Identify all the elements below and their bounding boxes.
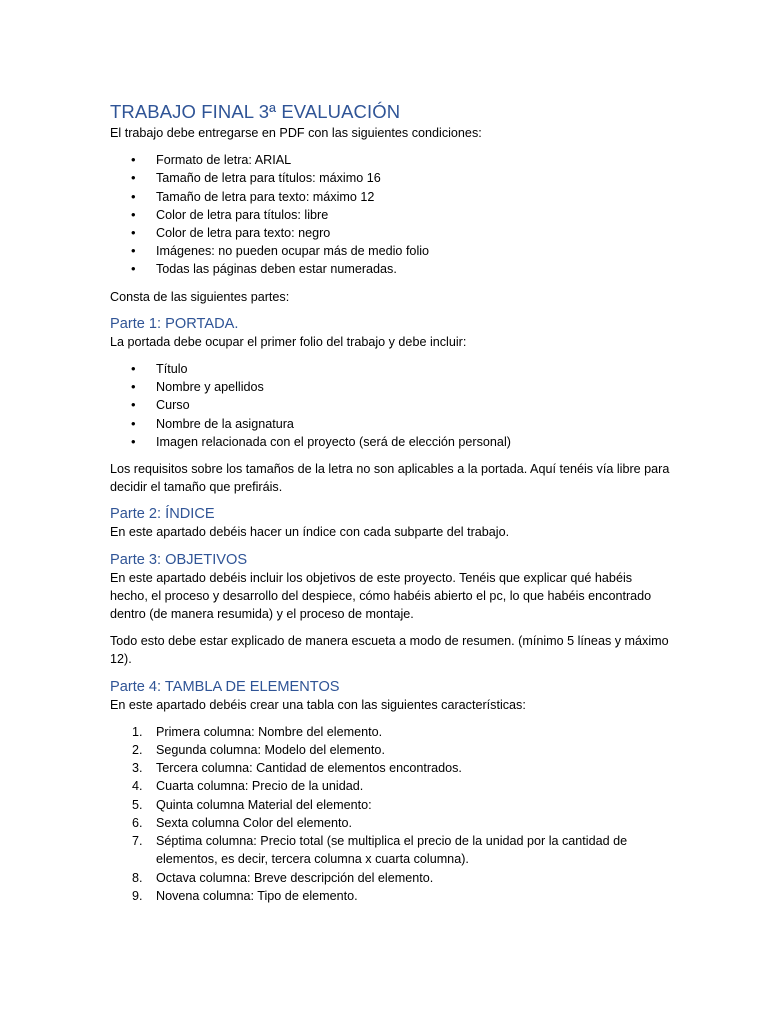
list-item: • Nombre de la asignatura: [110, 415, 670, 433]
list-item-text: Séptima columna: Precio total (se multiplica el precio de la unidad por la cantidad de elementos, es decir, tercera columna x cuarta columna).: [156, 834, 628, 867]
list-item: • Nombre y apellidos: [110, 378, 670, 396]
list-item-text: Cuarta columna: Precio de la unidad.: [156, 779, 364, 794]
list-item: [110, 814, 670, 832]
conditions-list: [110, 151, 670, 278]
list-number: 7.: [132, 834, 143, 849]
part1-note: Los requisitos sobre los tamaños de la letra no son aplicables a la portada. Aquí tenéis vía libre para decidir el tamaño que prefiráis.: [110, 462, 670, 495]
list-item-text: Sexta columna Color del elemento.: [156, 815, 353, 830]
list-number: 9.: [132, 888, 143, 903]
list-item: • Título: [110, 360, 670, 378]
list-item: [110, 741, 670, 759]
list-item-text: Novena columna: Tipo de elemento.: [156, 888, 358, 903]
part3-text: En este apartado debéis incluir los objetivos de este proyecto. Tenéis que explicar qué habéis hecho, el proceso y desarrollo del despiece, cómo habéis abierto el pc, lo que habéis encontrado dentro (de manera resumida) y el proceso de montaje.: [110, 570, 652, 622]
list-item: • Todas las páginas deben estar numeradas.: [110, 260, 670, 278]
intro-text: El trabajo debe entregarse en PDF con las siguientes condiciones:: [110, 126, 482, 140]
part1-list: [110, 360, 670, 451]
list-item: • Curso: [110, 396, 670, 414]
part2-heading: Parte 2: ÍNDICE: [110, 506, 215, 523]
list-item-text: Primera columna: Nombre del elemento.: [156, 724, 383, 739]
list-item: [110, 723, 670, 741]
list-item: [110, 759, 670, 777]
list-number: 6.: [132, 815, 143, 830]
list-item: • Imágenes: no pueden ocupar más de medio folio: [110, 242, 670, 260]
part3-note: Todo esto debe estar explicado de manera escueta a modo de resumen. (mínimo 5 líneas y máximo 12).: [110, 634, 669, 667]
document-title: TRABAJO FINAL 3ª EVALUACIÓN: [110, 101, 401, 122]
document-page: [110, 100, 670, 914]
part4-text: En este apartado debéis crear una tabla con las siguientes características:: [110, 697, 526, 712]
list-item-text: Tercera columna: Cantidad de elementos encontrados.: [156, 761, 462, 776]
list-item: • Formato de letra: ARIAL: [110, 151, 670, 169]
part3-heading: Parte 3: OBJETIVOS: [110, 551, 248, 568]
list-item: • Tamaño de letra para texto: máximo 12: [110, 188, 670, 206]
list-item-text: Segunda columna: Modelo del elemento.: [156, 743, 385, 758]
list-number: 1.: [132, 724, 143, 739]
list-item: • Imagen relacionada con el proyecto (será de elección personal): [110, 433, 670, 451]
parts-intro-text: Consta de las siguientes partes:: [110, 289, 290, 304]
list-item: [110, 796, 670, 814]
list-item: [110, 832, 670, 868]
list-number: 3.: [132, 761, 143, 776]
list-number: 8.: [132, 870, 143, 885]
list-number: 5.: [132, 797, 143, 812]
list-number: 4.: [132, 779, 143, 794]
part4-heading: Parte 4: TAMBLA DE ELEMENTOS: [110, 678, 340, 695]
list-number: 2.: [132, 743, 143, 758]
list-item: • Tamaño de letra para títulos: máximo 16: [110, 169, 670, 187]
list-item-text: Quinta columna Material del elemento:: [156, 797, 372, 812]
part4-list: [110, 723, 670, 905]
list-item: • Color de letra para títulos: libre: [110, 206, 670, 224]
list-item: [110, 777, 670, 795]
list-item: [110, 869, 670, 887]
part1-text: La portada debe ocupar el primer folio del trabajo y debe incluir:: [110, 334, 467, 349]
part1-heading: Parte 1: PORTADA.: [110, 315, 239, 332]
list-item: • Color de letra para texto: negro: [110, 224, 670, 242]
list-item: [110, 887, 670, 905]
part2-text: En este apartado debéis hacer un índice con cada subparte del trabajo.: [110, 525, 510, 540]
list-item-text: Octava columna: Breve descripción del elemento.: [156, 870, 434, 885]
